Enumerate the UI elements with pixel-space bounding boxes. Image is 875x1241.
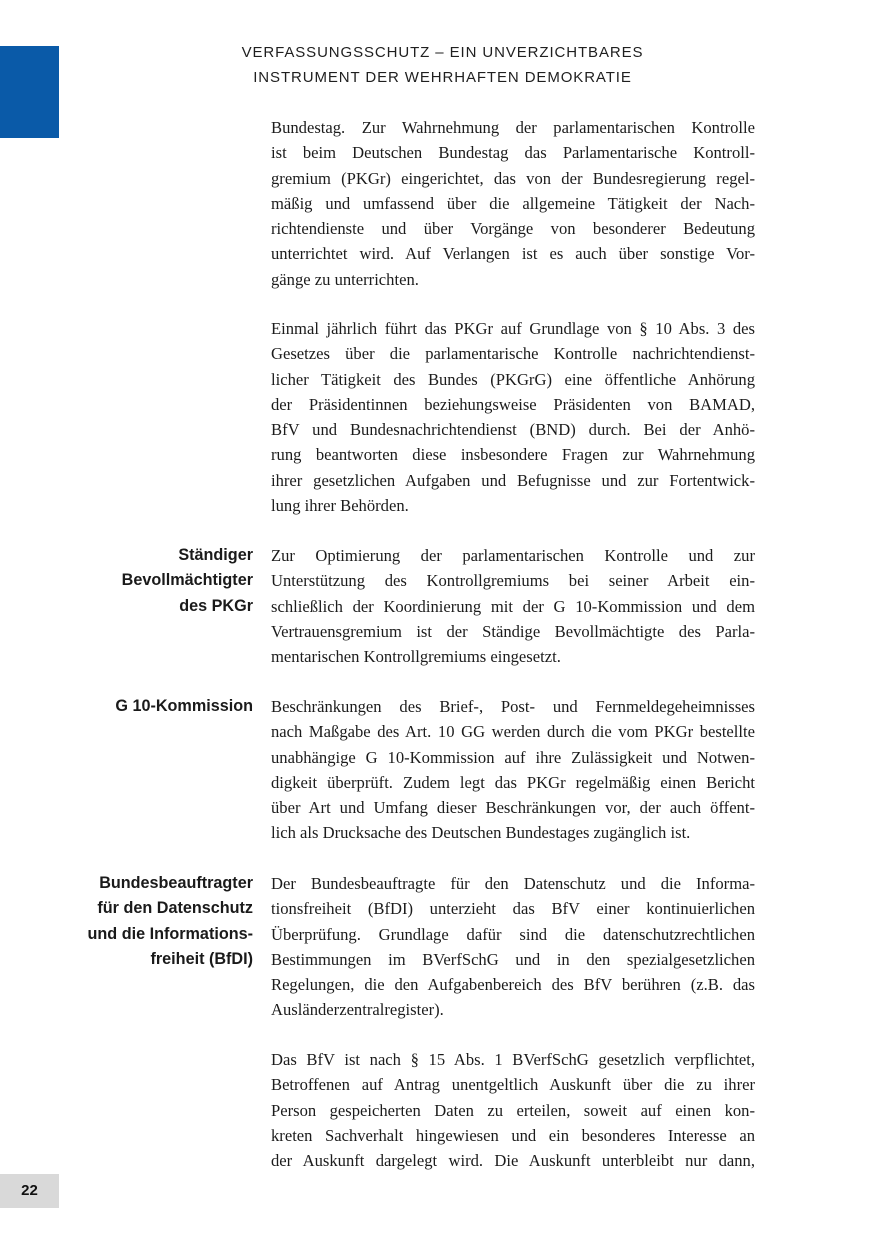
text-line: Regelungen, die den Aufgabenbereich des BfV berühren (z.B. das (271, 975, 755, 995)
text-line: gänge zu unterrichten. (271, 269, 419, 289)
text-line: rung beantworten diese insbesondere Fragen zur Wahrnehmung (271, 445, 755, 465)
text-line: unterrichtet wird. Auf Verlangen ist es auch über sonstige Vor- (271, 244, 755, 264)
text-line: Ausländerzentralregister). (271, 1000, 444, 1020)
text-line: Überprüfung. Grundlage dafür sind die datenschutzrechtlichen (271, 924, 755, 944)
margin-heading-line: Bundesbeauftragter (99, 874, 253, 892)
text-line: über Art und Umfang dieser Beschränkungen vor, der auch öffent- (271, 798, 755, 818)
text-line: Das BfV ist nach § 15 Abs. 1 BVerfSchG gesetzlich verpflichtet, (271, 1050, 755, 1069)
text-line: Gesetzes über die parlamentarische Kontrolle nachrichtendienst- (271, 344, 755, 364)
margin-heading-line: freiheit (BfDI) (150, 949, 253, 968)
text-line: Bestimmungen im BVerfSchG und in den spezialgesetzlichen (271, 949, 755, 969)
running-header-line-1: VERFASSUNGSSCHUTZ – EIN UNVERZICHTBARES (241, 44, 644, 61)
margin-heading-line: des PKGr (179, 596, 253, 615)
body-paragraph (271, 115, 755, 292)
text-line: Zur Optimierung der parlamentarischen Kontrolle und zur (271, 546, 755, 565)
body-paragraph (271, 871, 755, 1023)
margin-heading-g10-kommission (43, 694, 253, 719)
text-line: Vertrauensgremium ist der Ständige Bevollmächtigte des Parla- (271, 621, 755, 641)
text-line: ihrer gesetzlichen Aufgaben und Befugnisse und zur Fortentwick- (271, 470, 755, 490)
text-line: digkeit überprüft. Zudem legt das PKGr regelmäßig einen Bericht (271, 772, 755, 792)
text-line: Betroffenen auf Antrag unentgeltlich Auskunft über die zu ihrer (271, 1075, 755, 1095)
text-line: lich als Drucksache des Deutschen Bundestages zugänglich ist. (271, 823, 691, 843)
body-paragraph (271, 1047, 755, 1173)
text-line: Person gespeicherten Daten zu erteilen, soweit auf einen kon- (271, 1100, 755, 1120)
text-line: licher Tätigkeit des Bundes (PKGrG) eine öffentliche Anhörung (271, 369, 755, 389)
margin-heading-line: für den Datenschutz (97, 899, 253, 918)
margin-heading-line: Bevollmächtigter (121, 571, 253, 590)
text-line: Einmal jährlich führt das PKGr auf Grundlage von § 10 Abs. 3 des (271, 319, 755, 338)
margin-heading-staendiger-bevollmaechtigter (43, 543, 253, 619)
margin-heading-bfdi (43, 871, 253, 972)
text-line: Unterstützung des Kontrollgremiums bei seiner Arbeit ein- (271, 571, 755, 591)
text-line: Beschränkungen des Brief-, Post- und Fernmeldegeheimnisses (271, 697, 755, 716)
running-header-line-2: INSTRUMENT DER WEHRHAFTEN DEMOKRATIE (253, 69, 632, 86)
text-line: ist beim Deutschen Bundestag das Parlamentarische Kontroll- (271, 143, 755, 163)
body-paragraph (271, 316, 755, 518)
margin-heading-line: G 10-Kommission (115, 697, 253, 715)
running-header (210, 40, 675, 90)
text-line: gremium (PKGr) eingerichtet, das von der Bundesregierung regel- (271, 168, 755, 188)
chapter-color-tab (0, 46, 59, 138)
text-line: mäßig und umfassend über die allgemeine Tätigkeit der Nach- (271, 193, 755, 213)
text-line: nach Maßgabe des Art. 10 GG werden durch die vom PKGr bestellte (271, 722, 755, 742)
body-paragraph (271, 543, 755, 669)
text-line: kreten Sachverhalt hingewiesen und ein besonderes Interesse an (271, 1125, 755, 1145)
text-line: richtendienste und über Vorgänge von besonderer Bedeutung (271, 219, 755, 239)
text-line: tionsfreiheit (BfDI) unterzieht das BfV einer kontinuierlichen (271, 899, 755, 919)
text-line: lung ihrer Behörden. (271, 496, 409, 516)
margin-heading-line: und die Informations- (87, 924, 253, 943)
text-line: der Auskunft dargelegt wird. Die Auskunft unterbleibt nur dann, (271, 1151, 755, 1171)
text-line: schließlich der Koordinierung mit der G 10-Kommission und dem (271, 596, 755, 616)
text-line: unabhängige G 10-Kommission auf ihre Zulässigkeit und Notwen- (271, 747, 755, 767)
body-paragraph (271, 694, 755, 846)
text-line: mentarischen Kontrollgremiums eingesetzt. (271, 647, 561, 667)
page-number: 22 (0, 1174, 59, 1208)
margin-heading-line: Ständiger (178, 546, 253, 564)
text-line: der Präsidentinnen beziehungsweise Präsidenten von BAMAD, (271, 394, 755, 414)
text-line: BfV und Bundesnachrichtendienst (BND) durch. Bei der Anhö- (271, 420, 755, 440)
text-line: Der Bundesbeauftragte für den Datenschutz und die Informa- (271, 874, 755, 893)
text-line: Bundestag. Zur Wahrnehmung der parlamentarischen Kontrolle (271, 118, 755, 137)
